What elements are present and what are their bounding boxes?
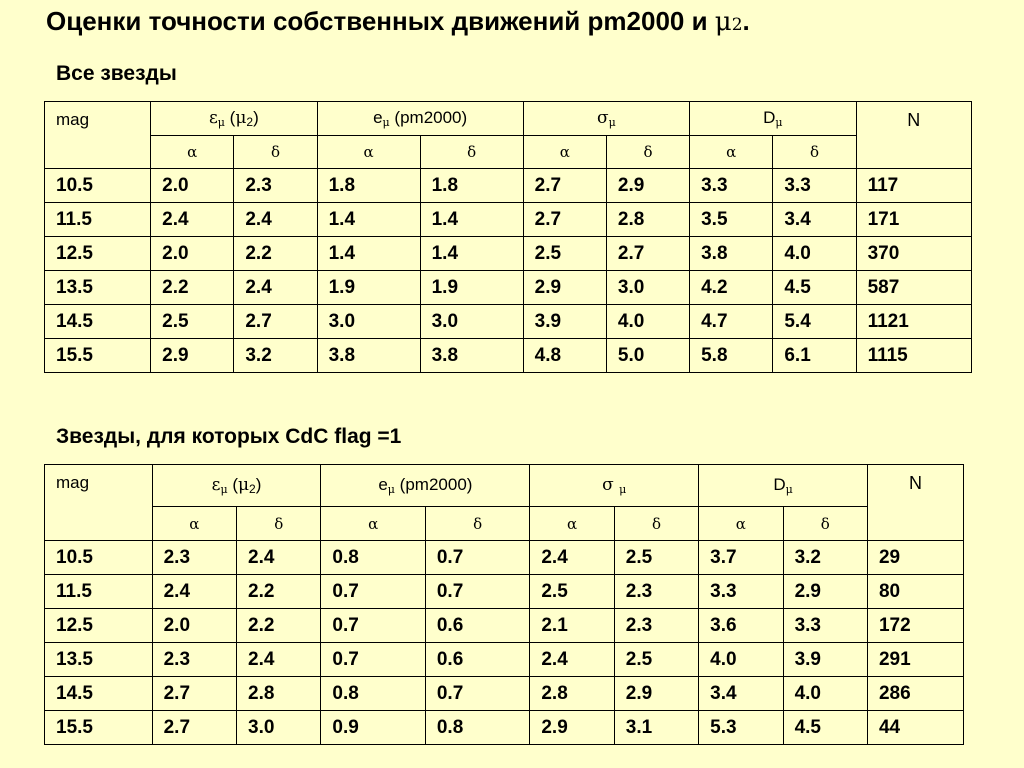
cell-sigma-delta: 2.3 (614, 575, 698, 609)
title-sub: 2 (731, 15, 743, 35)
header-e-pm2000: $e_\mu$ (pm2000) (321, 465, 530, 507)
cell-d-alpha: 4.7 (690, 305, 773, 339)
cell-d-alpha: 3.3 (699, 575, 783, 609)
cell-d-delta: 3.3 (783, 609, 867, 643)
cell-d-alpha: 3.7 (699, 541, 783, 575)
cell-d-alpha: 3.3 (690, 169, 773, 203)
cell-sigma-delta: 2.9 (606, 169, 689, 203)
cell-eps-delta: 2.8 (237, 677, 321, 711)
cell-eps-alpha: 2.2 (151, 271, 234, 305)
cell-sigma-delta: 2.3 (614, 609, 698, 643)
cell-e-delta: 3.8 (420, 339, 523, 373)
header-n: N (867, 465, 963, 541)
cell-d-delta: 3.9 (783, 643, 867, 677)
cell-n: 80 (867, 575, 963, 609)
header-delta: δ (606, 136, 689, 169)
cell-eps-alpha: 2.3 (152, 643, 236, 677)
cell-e-delta: 1.9 (420, 271, 523, 305)
table-body (45, 169, 972, 373)
header-delta: δ (773, 136, 856, 169)
cell-eps-delta: 2.4 (234, 203, 317, 237)
cell-e-delta: 0.6 (425, 609, 529, 643)
cell-eps-delta: 3.0 (237, 711, 321, 745)
header-d: $D_\mu$ (699, 465, 868, 507)
cell-d-alpha: 4.0 (699, 643, 783, 677)
cell-e-delta: 0.7 (425, 575, 529, 609)
header-alpha: α (523, 136, 606, 169)
cell-sigma-delta: 4.0 (606, 305, 689, 339)
cell-n: 286 (867, 677, 963, 711)
cell-e-alpha: 1.8 (317, 169, 420, 203)
table-row (45, 609, 964, 643)
cell-eps-delta: 2.3 (234, 169, 317, 203)
cell-e-delta: 0.7 (425, 677, 529, 711)
accuracy-table-all-stars (44, 101, 972, 373)
cell-d-alpha: 5.8 (690, 339, 773, 373)
cell-eps-alpha: 2.4 (151, 203, 234, 237)
title-end: . (742, 6, 750, 36)
cell-n: 44 (867, 711, 963, 745)
cell-sigma-delta: 2.8 (606, 203, 689, 237)
cell-mag: 10.5 (45, 541, 153, 575)
cell-eps-delta: 2.2 (234, 237, 317, 271)
header-mag: mag (45, 102, 151, 169)
cell-n: 29 (867, 541, 963, 575)
cell-mag: 12.5 (45, 609, 153, 643)
header-delta: δ (425, 507, 529, 541)
cell-e-delta: 3.0 (420, 305, 523, 339)
cell-n: 1115 (856, 339, 971, 373)
cell-eps-alpha: 2.4 (152, 575, 236, 609)
cell-eps-delta: 2.2 (237, 575, 321, 609)
cell-sigma-delta: 2.5 (614, 541, 698, 575)
cell-eps-delta: 2.4 (237, 643, 321, 677)
cell-e-delta: 1.8 (420, 169, 523, 203)
header-alpha: α (530, 507, 614, 541)
cell-d-alpha: 3.8 (690, 237, 773, 271)
cell-e-alpha: 0.8 (321, 677, 425, 711)
cell-d-alpha: 5.3 (699, 711, 783, 745)
header-delta: δ (234, 136, 317, 169)
cell-n: 587 (856, 271, 971, 305)
table-row (45, 237, 972, 271)
cell-eps-delta: 2.4 (234, 271, 317, 305)
cell-e-alpha: 1.4 (317, 237, 420, 271)
cell-mag: 10.5 (45, 169, 151, 203)
cell-mag: 12.5 (45, 237, 151, 271)
header-delta: δ (237, 507, 321, 541)
header-delta: δ (783, 507, 867, 541)
cell-n: 172 (867, 609, 963, 643)
cell-e-delta: 0.7 (425, 541, 529, 575)
cell-n: 1121 (856, 305, 971, 339)
cell-e-alpha: 0.7 (321, 643, 425, 677)
cell-sigma-alpha: 2.9 (530, 711, 614, 745)
title-text: Оценки точности собственных движений pm2000 и (46, 6, 715, 36)
header-alpha: α (321, 507, 425, 541)
cell-sigma-alpha: 4.8 (523, 339, 606, 373)
cell-d-delta: 4.5 (783, 711, 867, 745)
table-row (45, 575, 964, 609)
cell-sigma-alpha: 2.4 (530, 541, 614, 575)
header-e-pm2000: $e_\mu$ (pm2000) (317, 102, 523, 136)
cell-sigma-alpha: 2.5 (523, 237, 606, 271)
cell-sigma-alpha: 2.7 (523, 203, 606, 237)
header-sigma: σ $_\mu$ (530, 465, 699, 507)
header-d: $D_\mu$ (690, 102, 856, 136)
cell-eps-alpha: 2.0 (151, 237, 234, 271)
cell-eps-alpha: 2.7 (152, 677, 236, 711)
header-alpha: α (317, 136, 420, 169)
cell-mag: 13.5 (45, 643, 153, 677)
header-n: N (856, 102, 971, 169)
section-heading-all-stars: Все звезды (56, 62, 177, 85)
cell-d-delta: 4.0 (783, 677, 867, 711)
cell-e-alpha: 3.0 (317, 305, 420, 339)
cell-sigma-alpha: 2.4 (530, 643, 614, 677)
header-alpha: α (699, 507, 783, 541)
cell-sigma-delta: 5.0 (606, 339, 689, 373)
cell-d-alpha: 3.6 (699, 609, 783, 643)
cell-d-delta: 4.0 (773, 237, 856, 271)
cell-eps-delta: 2.4 (237, 541, 321, 575)
cell-e-alpha: 1.4 (317, 203, 420, 237)
header-eps-mu2: $\varepsilon_\mu$ (μ2) (152, 465, 321, 507)
cell-eps-delta: 2.2 (237, 609, 321, 643)
cell-eps-alpha: 2.5 (151, 305, 234, 339)
cell-mag: 15.5 (45, 711, 153, 745)
cell-d-alpha: 3.5 (690, 203, 773, 237)
header-alpha: α (690, 136, 773, 169)
header-alpha: α (152, 507, 236, 541)
cell-mag: 11.5 (45, 575, 153, 609)
cell-d-delta: 3.4 (773, 203, 856, 237)
cell-eps-alpha: 2.0 (152, 609, 236, 643)
cell-sigma-delta: 2.7 (606, 237, 689, 271)
header-eps-mu2: $\varepsilon_\mu$ (μ2) (151, 102, 317, 136)
cell-n: 171 (856, 203, 971, 237)
header-delta: δ (420, 136, 523, 169)
cell-e-alpha: 0.9 (321, 711, 425, 745)
cell-eps-alpha: 2.0 (151, 169, 234, 203)
table-row (45, 643, 964, 677)
table-row (45, 339, 972, 373)
cell-d-alpha: 4.2 (690, 271, 773, 305)
table-body (45, 541, 964, 745)
cell-mag: 15.5 (45, 339, 151, 373)
cell-d-delta: 3.3 (773, 169, 856, 203)
cell-mag: 14.5 (45, 677, 153, 711)
cell-e-alpha: 1.9 (317, 271, 420, 305)
cell-sigma-alpha: 2.8 (530, 677, 614, 711)
cell-sigma-delta: 3.0 (606, 271, 689, 305)
cell-n: 291 (867, 643, 963, 677)
cell-eps-alpha: 2.9 (151, 339, 234, 373)
cell-sigma-alpha: 2.1 (530, 609, 614, 643)
title-mu: μ (714, 7, 732, 37)
accuracy-table-cdc-flag (44, 464, 964, 745)
cell-d-delta: 4.5 (773, 271, 856, 305)
cell-sigma-alpha: 2.5 (530, 575, 614, 609)
cell-d-delta: 3.2 (783, 541, 867, 575)
cell-e-delta: 1.4 (420, 237, 523, 271)
cell-e-delta: 1.4 (420, 203, 523, 237)
cell-d-delta: 5.4 (773, 305, 856, 339)
table-row (45, 169, 972, 203)
table-row (45, 271, 972, 305)
cell-n: 117 (856, 169, 971, 203)
cell-sigma-delta: 2.9 (614, 677, 698, 711)
cell-sigma-delta: 3.1 (614, 711, 698, 745)
header-sigma: $\sigma_\mu$ (523, 102, 689, 136)
cell-e-alpha: 0.7 (321, 609, 425, 643)
cell-sigma-alpha: 3.9 (523, 305, 606, 339)
cell-mag: 14.5 (45, 305, 151, 339)
cell-eps-alpha: 2.3 (152, 541, 236, 575)
header-delta: δ (614, 507, 698, 541)
table-row (45, 541, 964, 575)
cell-e-alpha: 0.7 (321, 575, 425, 609)
cell-sigma-alpha: 2.7 (523, 169, 606, 203)
table-row (45, 711, 964, 745)
cell-mag: 11.5 (45, 203, 151, 237)
cell-sigma-delta: 2.5 (614, 643, 698, 677)
cell-d-delta: 6.1 (773, 339, 856, 373)
cell-d-alpha: 3.4 (699, 677, 783, 711)
cell-eps-alpha: 2.7 (152, 711, 236, 745)
cell-eps-delta: 2.7 (234, 305, 317, 339)
header-alpha: α (151, 136, 234, 169)
section-heading-cdc-flag: Звезды, для которых CdC flag =1 (56, 425, 402, 448)
table-row (45, 305, 972, 339)
cell-sigma-alpha: 2.9 (523, 271, 606, 305)
cell-e-alpha: 3.8 (317, 339, 420, 373)
cell-mag: 13.5 (45, 271, 151, 305)
page-title (46, 6, 750, 37)
cell-e-delta: 0.8 (425, 711, 529, 745)
cell-d-delta: 2.9 (783, 575, 867, 609)
table-row (45, 677, 964, 711)
cell-n: 370 (856, 237, 971, 271)
header-mag: mag (45, 465, 153, 541)
table-row (45, 203, 972, 237)
cell-e-alpha: 0.8 (321, 541, 425, 575)
cell-eps-delta: 3.2 (234, 339, 317, 373)
cell-e-delta: 0.6 (425, 643, 529, 677)
